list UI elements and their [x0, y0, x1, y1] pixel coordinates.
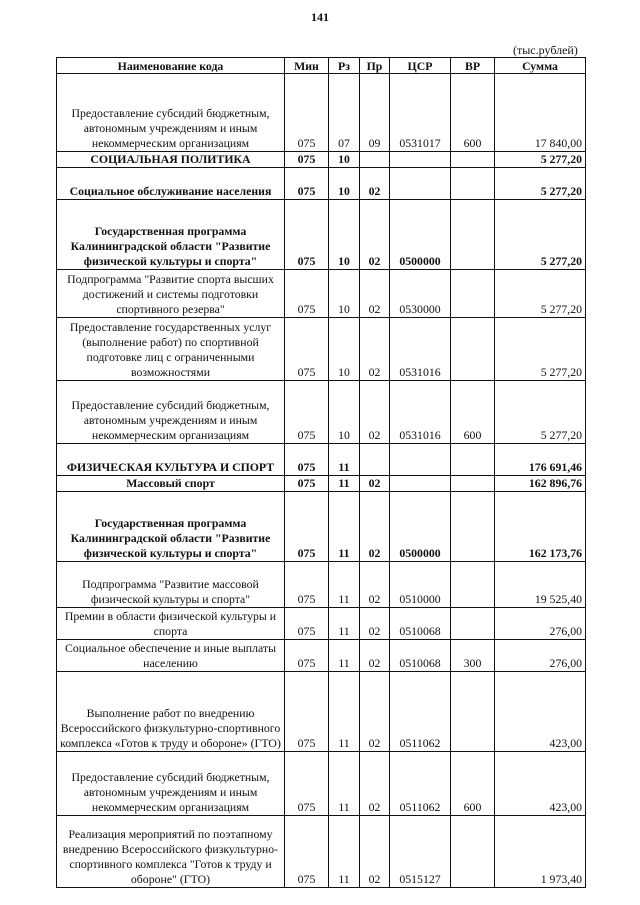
row-sum: 423,00: [495, 672, 586, 752]
header-vr: ВР: [451, 58, 495, 74]
row-min: 075: [285, 200, 329, 270]
row-rz: 11: [329, 672, 360, 752]
row-csr: 0510000: [390, 562, 451, 608]
row-pr: 02: [360, 168, 390, 200]
row-rz: 11: [329, 640, 360, 672]
row-name: Предоставление государственных услуг (выполнение работ) по спортивной подготовке лиц с ограниченными возможностями: [57, 318, 285, 381]
row-name: Подпрограмма "Развитие спорта высших достижений и системы подготовки спортивного резерва": [57, 270, 285, 318]
row-sum: 5 277,20: [495, 200, 586, 270]
table-row: [57, 318, 586, 381]
row-min: 075: [285, 608, 329, 640]
row-min: 075: [285, 476, 329, 492]
row-vr: [451, 168, 495, 200]
row-sum: 423,00: [495, 752, 586, 816]
header-min: Мин: [285, 58, 329, 74]
row-sum: 5 277,20: [495, 168, 586, 200]
row-sum: 162 173,76: [495, 492, 586, 562]
table-row: [57, 752, 586, 816]
table-row: [57, 168, 586, 200]
row-min: 075: [285, 168, 329, 200]
units-label: (тыс.рублей): [513, 43, 578, 57]
table-row: [57, 381, 586, 444]
row-csr: [390, 444, 451, 476]
row-name: Государственная программа Калининградской области "Развитие физической культуры и спорта": [57, 200, 285, 270]
row-pr: 09: [360, 74, 390, 152]
row-csr: 0530000: [390, 270, 451, 318]
row-rz: 10: [329, 381, 360, 444]
row-name: Выполнение работ по внедрению Всероссийского физкультурно-спортивного комплекса «Готов к труду и обороне» (ГТО): [57, 672, 285, 752]
header-name: Наименование кода: [57, 58, 285, 74]
header-csr: ЦСР: [390, 58, 451, 74]
row-name: Предоставление субсидий бюджетным, автономным учреждениям и иным некоммерческим организациям: [57, 74, 285, 152]
budget-table: [56, 57, 586, 888]
row-min: 075: [285, 381, 329, 444]
header-rz: Рз: [329, 58, 360, 74]
row-min: 075: [285, 562, 329, 608]
row-pr: 02: [360, 381, 390, 444]
row-name: Социальное обеспечение и иные выплаты населению: [57, 640, 285, 672]
row-name: Подпрограмма "Развитие массовой физической культуры и спорта": [57, 562, 285, 608]
row-vr: [451, 444, 495, 476]
table-row: [57, 200, 586, 270]
table-row: [57, 152, 586, 168]
row-sum: 5 277,20: [495, 152, 586, 168]
row-pr: 02: [360, 816, 390, 888]
row-name: Массовый спорт: [57, 476, 285, 492]
row-vr: 600: [451, 381, 495, 444]
row-vr: 600: [451, 74, 495, 152]
row-rz: 11: [329, 752, 360, 816]
row-pr: 02: [360, 608, 390, 640]
row-name: Социальное обслуживание населения: [57, 168, 285, 200]
row-min: 075: [285, 270, 329, 318]
row-rz: 10: [329, 200, 360, 270]
row-name: Предоставление субсидий бюджетным, автономным учреждениям и иным некоммерческим организациям: [57, 752, 285, 816]
row-rz: 10: [329, 270, 360, 318]
table-row: [57, 816, 586, 888]
row-vr: 300: [451, 640, 495, 672]
row-min: 075: [285, 318, 329, 381]
row-name: ФИЗИЧЕСКАЯ КУЛЬТУРА И СПОРТ: [57, 444, 285, 476]
row-csr: 0500000: [390, 492, 451, 562]
row-vr: [451, 270, 495, 318]
row-rz: 10: [329, 168, 360, 200]
row-pr: 02: [360, 672, 390, 752]
row-min: 075: [285, 152, 329, 168]
row-name: Реализация мероприятий по поэтапному внедрению Всероссийского физкультурно-спортивного комплекса "Готов к труду и обороне" (ГТО): [57, 816, 285, 888]
row-rz: 11: [329, 562, 360, 608]
row-rz: 11: [329, 444, 360, 476]
row-rz: 10: [329, 318, 360, 381]
row-sum: 276,00: [495, 640, 586, 672]
row-vr: [451, 476, 495, 492]
page-number: 141: [311, 10, 329, 24]
header-pr: Пр: [360, 58, 390, 74]
row-sum: 5 277,20: [495, 270, 586, 318]
row-rz: 10: [329, 152, 360, 168]
row-pr: 02: [360, 318, 390, 381]
row-pr: 02: [360, 200, 390, 270]
row-sum: 17 840,00: [495, 74, 586, 152]
row-csr: [390, 476, 451, 492]
row-pr: 02: [360, 752, 390, 816]
row-sum: 276,00: [495, 608, 586, 640]
row-min: 075: [285, 492, 329, 562]
row-name: Государственная программа Калининградской области "Развитие физической культуры и спорта": [57, 492, 285, 562]
row-pr: [360, 152, 390, 168]
row-vr: [451, 318, 495, 381]
row-sum: 5 277,20: [495, 318, 586, 381]
row-name: Премии в области физической культуры и спорта: [57, 608, 285, 640]
row-csr: 0511062: [390, 672, 451, 752]
row-csr: [390, 152, 451, 168]
row-vr: [451, 200, 495, 270]
row-vr: [451, 492, 495, 562]
row-sum: 19 525,40: [495, 562, 586, 608]
row-sum: 162 896,76: [495, 476, 586, 492]
row-min: 075: [285, 752, 329, 816]
row-csr: 0511062: [390, 752, 451, 816]
row-pr: 02: [360, 270, 390, 318]
row-vr: [451, 152, 495, 168]
table-row: [57, 608, 586, 640]
table-row: [57, 640, 586, 672]
table-row: [57, 492, 586, 562]
row-sum: 176 691,46: [495, 444, 586, 476]
row-rz: 11: [329, 608, 360, 640]
row-name: Предоставление субсидий бюджетным, автономным учреждениям и иным некоммерческим организациям: [57, 381, 285, 444]
table-row: [57, 444, 586, 476]
header-sum: Сумма: [495, 58, 586, 74]
row-csr: 0510068: [390, 640, 451, 672]
table-row: [57, 476, 586, 492]
table-row: [57, 562, 586, 608]
row-min: 075: [285, 444, 329, 476]
row-min: 075: [285, 672, 329, 752]
row-csr: 0515127: [390, 816, 451, 888]
row-min: 075: [285, 74, 329, 152]
row-csr: 0531017: [390, 74, 451, 152]
row-csr: 0531016: [390, 381, 451, 444]
row-csr: 0531016: [390, 318, 451, 381]
table-row: [57, 672, 586, 752]
row-rz: 11: [329, 492, 360, 562]
table-row: [57, 74, 586, 152]
row-pr: 02: [360, 640, 390, 672]
row-vr: [451, 672, 495, 752]
row-pr: 02: [360, 492, 390, 562]
row-csr: [390, 168, 451, 200]
row-sum: 5 277,20: [495, 381, 586, 444]
row-rz: 07: [329, 74, 360, 152]
table-row: [57, 270, 586, 318]
row-csr: 0500000: [390, 200, 451, 270]
row-min: 075: [285, 640, 329, 672]
row-pr: 02: [360, 562, 390, 608]
row-vr: [451, 816, 495, 888]
row-rz: 11: [329, 476, 360, 492]
row-vr: 600: [451, 752, 495, 816]
row-pr: 02: [360, 476, 390, 492]
table-header-row: [57, 58, 586, 74]
row-name: СОЦИАЛЬНАЯ ПОЛИТИКА: [57, 152, 285, 168]
row-csr: 0510068: [390, 608, 451, 640]
row-pr: [360, 444, 390, 476]
row-vr: [451, 562, 495, 608]
row-vr: [451, 608, 495, 640]
row-rz: 11: [329, 816, 360, 888]
row-sum: 1 973,40: [495, 816, 586, 888]
row-min: 075: [285, 816, 329, 888]
